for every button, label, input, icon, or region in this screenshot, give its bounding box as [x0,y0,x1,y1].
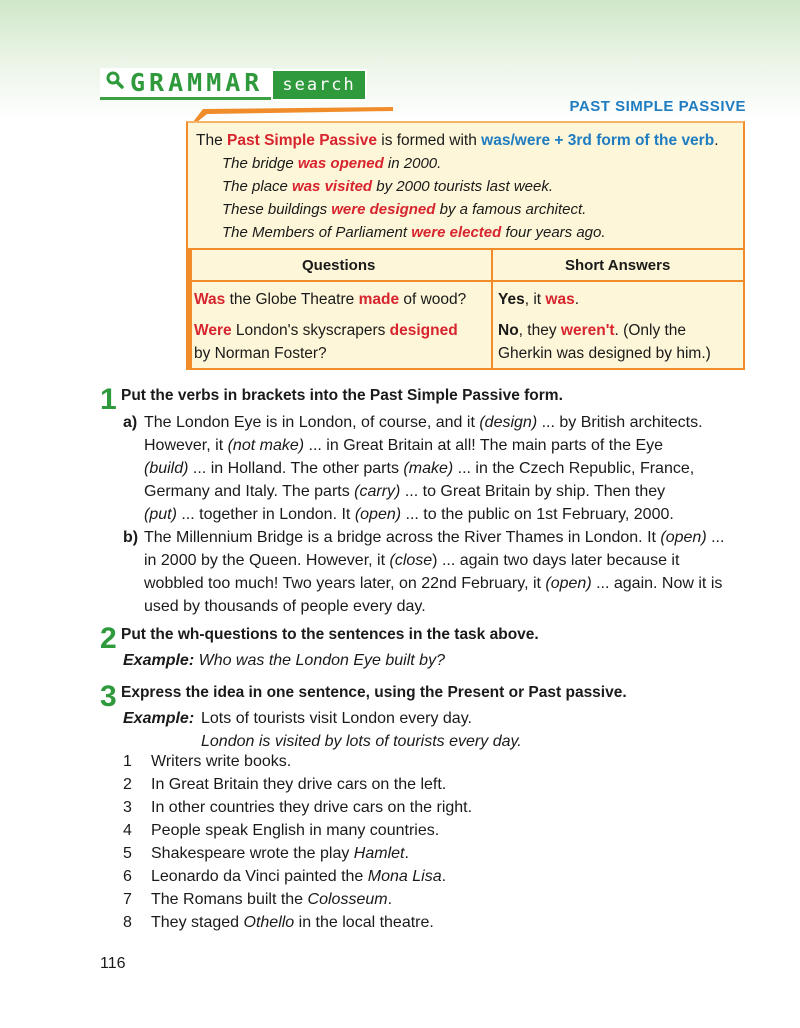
task-heading: Express the idea in one sentence, using the Present or Past passive. [121,684,627,701]
task1-a-line: The London Eye is in London, of course, and it (design) ... by British architects. [144,414,703,431]
task-heading: Put the wh-questions to the sentences in the task above. [121,626,539,643]
task1-a-line: (build) ... in Holland. The other parts (make) ... in the Czech Republic, France, [144,460,695,477]
list-item: 8 They staged Othello in the local theatre. [123,914,434,931]
task1-b-line: used by thousands of people every day. [144,598,426,615]
header-questions: Questions [302,257,376,274]
task1-a-label: a) [123,414,138,431]
list-item: 1 Writers write books. [123,753,292,770]
grammar-rule-box [186,121,745,250]
task3-example-label: Example: [123,710,195,727]
task1-a-line: However, it (not make) ... in Great Britain at all! The main parts of the Eye [144,437,664,454]
column-divider [491,250,493,368]
answer-1: Yes, it was. [498,291,580,308]
task-number: 1 [100,383,117,416]
questions-answers-table [186,250,745,370]
magnifier-icon [106,71,124,95]
grammar-word: GRAMMAR [130,68,264,97]
task1-b-line: wobbled too much! Two years later, on 22nd February, it (open) ... again. Now it is [144,575,723,592]
search-label: search [271,69,366,101]
list-item: 6 Leonardo da Vinci painted the Mona Lisa. [123,868,447,885]
page-number: 116 [100,955,126,972]
question-2: Were London's skyscrapers designed by Norman Foster? [194,322,458,362]
table-header-row [188,250,743,282]
task1-b-line: in 2000 by the Queen. However, it (close) ... again two days later because it [144,552,680,569]
task2-example: Example: Who was the London Eye built by? [123,652,445,669]
rule-intro: The Past Simple Passive is formed with was/were + 3rd form of the verb. [196,132,719,149]
rule-example: These buildings were designed by a famous architect. [222,201,587,218]
question-1: Was the Globe Theatre made of wood? [194,291,467,308]
section-title: PAST SIMPLE PASSIVE [569,98,746,115]
task-number: 2 [100,622,117,655]
task3-example-line: Lots of tourists visit London every day. [201,710,472,727]
grammar-search-logo [100,68,367,100]
list-item: 3 In other countries they drive cars on the right. [123,799,473,816]
task1-a-line: (put) ... together in London. It (open) ... to the public on 1st February, 2000. [144,506,674,523]
list-item: 7 The Romans built the Colosseum. [123,891,393,908]
rule-example: The bridge was opened in 2000. [222,155,442,172]
rule-example: The Members of Parliament were elected four years ago. [222,224,606,241]
answer-2: No, they weren't. (Only the Gherkin was designed by him.) [498,322,711,362]
table-left-accent [186,250,192,370]
rule-example: The place was visited by 2000 tourists last week. [222,178,554,195]
list-item: 4 People speak English in many countries. [123,822,440,839]
task-heading: Put the verbs in brackets into the Past Simple Passive form. [121,387,563,404]
task1-a-line: Germany and Italy. The parts (carry) ... to Great Britain by ship. Then they [144,483,666,500]
list-item: 5 Shakespeare wrote the play Hamlet. [123,845,409,862]
task-number: 3 [100,680,117,713]
task1-b-label: b) [123,529,139,546]
task1-b-line: The Millennium Bridge is a bridge across the River Thames in London. It (open) ... [144,529,725,546]
list-item: 2 In Great Britain they drive cars on the left. [123,776,447,793]
header-short-answers: Short Answers [565,257,671,274]
task3-example-line: London is visited by lots of tourists every day. [201,733,522,750]
grammar-label-box [100,68,271,100]
